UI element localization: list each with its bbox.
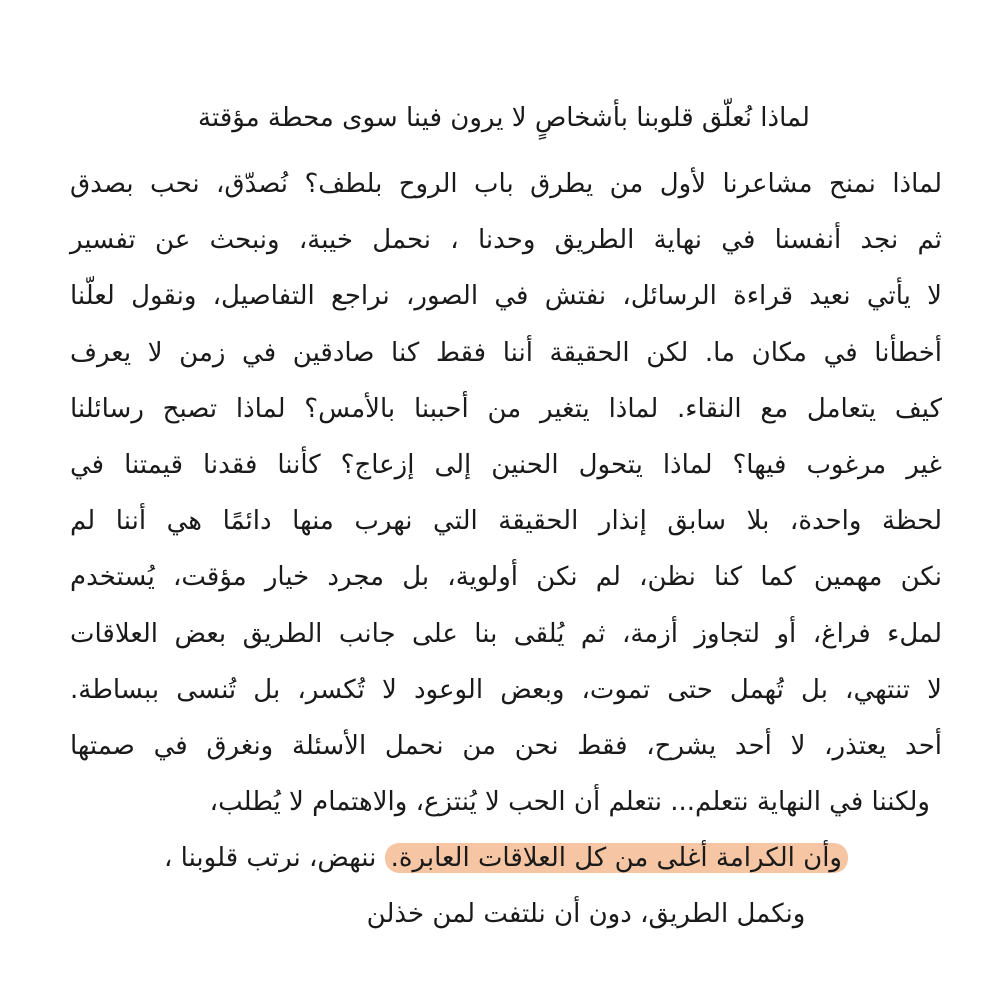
paragraph-line-11: أحد يعتذر، لا أحد يشرح، فقط نحن من نحمل الأسئلة ونغرق في صمتها <box>70 730 942 761</box>
highlighted-text: وأن الكرامة أغلى من كل العلاقات العابرة. <box>385 843 848 873</box>
paragraph-line-2: ثم نجد أنفسنا في نهاية الطريق وحدنا ، نحمل خيبة، ونبحث عن تفسير <box>70 225 942 256</box>
paragraph-line-13 <box>70 830 942 886</box>
paragraph-line-8: نكن مهمين كما كنا نظن، لم نكن أولوية، بل مجرد خيار مؤقت، يُستخدم <box>70 562 942 593</box>
document-body <box>70 156 942 943</box>
paragraph-line-5: كيف يتعامل مع النقاء. لماذا يتغير من أحببنا بالأمس؟ لماذا تصبح رسائلنا <box>70 393 942 424</box>
paragraph-line-9: لملء فراغ، أو لتجاوز أزمة، ثم يُلقى بنا على جانب الطريق بعض العلاقات <box>70 618 942 649</box>
paragraph-line-6: غير مرغوب فيها؟ لماذا يتحول الحنين إلى إزعاج؟ كأننا فقدنا قيمتنا في <box>70 449 942 480</box>
paragraph-line-4: أخطأنا في مكان ما. لكن الحقيقة أننا فقط كنا صادقين في زمن لا يعرف <box>70 337 942 368</box>
highlighted-line-rest: ننهض، نرتب قلوبنا ، <box>164 843 385 874</box>
paragraph-line-3: لا يأتي نعيد قراءة الرسائل، نفتش في الصور، نراجع التفاصيل، ونقول لعلّنا <box>70 281 942 312</box>
paragraph-line-14: ونكمل الطريق، دون أن نلتفت لمن خذلن <box>366 899 806 930</box>
document-title: لماذا نُعلّق قلوبنا بأشخاصٍ لا يرون فينا سوى محطة مؤقتة <box>198 103 810 133</box>
paragraph-line-10: لا تنتهي، بل تُهمل حتى تموت، وبعض الوعود لا تُكسر، بل تُنسى ببساطة. <box>70 674 942 705</box>
paragraph-line-7: لحظة واحدة، بلا سابق إنذار الحقيقة التي نهرب منها دائمًا هي أننا لم <box>70 506 942 537</box>
paragraph-line-1: لماذا نمنح مشاعرنا لأول من يطرق باب الروح بلطف؟ نُصدّق، نحب بصدق <box>70 169 942 199</box>
paragraph-line-12: ولكننا في النهاية نتعلم... نتعلم أن الحب لا يُنتزع، والاهتمام لا يُطلب، <box>209 787 930 818</box>
